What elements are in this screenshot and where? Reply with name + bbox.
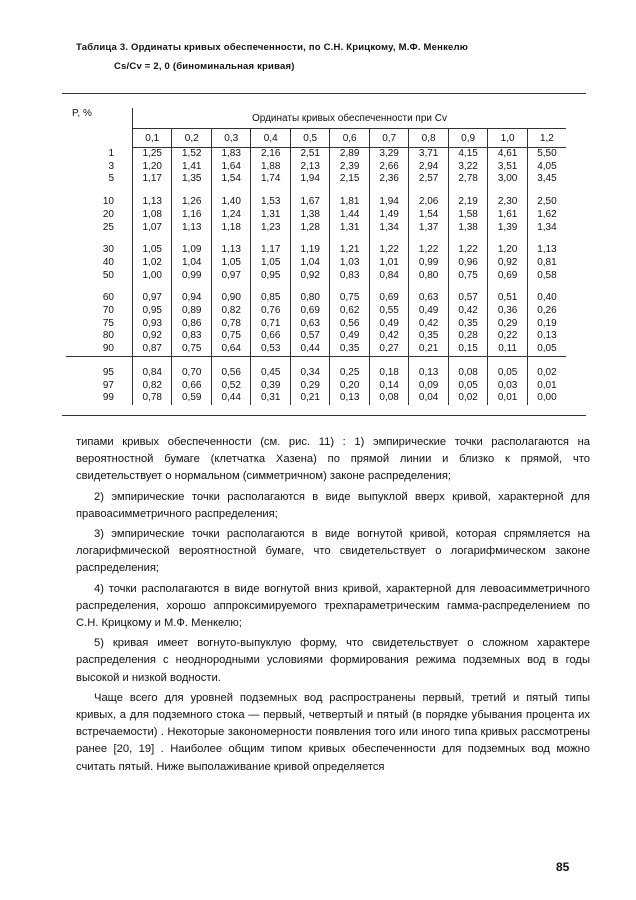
ordinate-cell: 0,84 [369,270,408,283]
ordinate-cell: 0,42 [369,330,408,343]
ordinate-cell: 0,64 [211,343,250,356]
ordinate-cell: 1,02 [133,257,172,270]
ordinate-cell: 0,31 [251,392,290,405]
paragraph: 5) кривая имеет вогнуто-выпуклую форму, что свидетельствует о сложном характере распределения с неоднородными условиями формирования режима подземных вод в годы высокой и низкой водности. [76,637,590,684]
ordinate-cell: 1,24 [211,209,250,222]
ordinate-cell: 0,97 [211,270,250,283]
ordinate-cell: 1,01 [369,257,408,270]
ordinate-cell: 1,61 [488,209,527,222]
table-row [66,186,566,209]
ordinate-cell: 1,03 [330,257,369,270]
ordinate-cell: 0,13 [409,356,448,379]
ordinate-cell: 1,28 [290,222,329,235]
ordinate-cell: 1,67 [290,186,329,209]
page-number: 85 [556,860,570,874]
ordinate-cell: 1,94 [290,173,329,186]
ordinate-cell: 2,89 [330,148,369,161]
ordinate-cell: 2,78 [448,173,487,186]
table-row [66,380,566,393]
ordinate-cell: 0,94 [172,282,211,305]
ordinate-cell: 0,01 [537,379,557,391]
table-row [66,392,566,405]
ordinate-cell: 0,09 [409,380,448,393]
ordinate-cell: 1,16 [172,209,211,222]
ordinate-cell: 1,13 [211,234,250,257]
table-row [66,161,566,174]
ordinate-cell: 0,93 [133,318,172,331]
p-value-cell: 75 [66,318,133,331]
table-caption [76,42,596,73]
ordinate-cell: 1,94 [369,186,408,209]
ordinate-cell: 0,58 [537,269,557,281]
ordinate-cell: 1,62 [537,208,557,220]
ordinate-cell: 0,78 [133,392,172,405]
ordinate-cell: 0,92 [133,330,172,343]
ordinate-cell: 0,95 [133,305,172,318]
p-value-cell: 20 [66,209,133,222]
ordinates-table [66,108,566,405]
table-row [66,234,566,257]
table-row [66,257,566,270]
ordinate-cell: 0,59 [172,392,211,405]
p-value-cell: 40 [66,257,133,270]
ordinate-cell: 4,61 [488,148,527,161]
table-row [66,282,566,305]
ordinate-cell: 1,52 [172,148,211,161]
ordinate-cell: 1,23 [251,222,290,235]
ordinate-cell: 1,07 [133,222,172,235]
ordinate-cell: 1,31 [330,222,369,235]
ordinate-cell: 0,56 [330,318,369,331]
p-value-cell: 70 [66,305,133,318]
ordinate-cell: 1,13 [133,186,172,209]
ordinate-cell: 0,44 [211,392,250,405]
ordinate-cell: 0,51 [488,282,527,305]
ordinate-cell: 0,83 [172,330,211,343]
ordinate-cell: 0,75 [211,330,250,343]
ordinate-cell: 1,08 [133,209,172,222]
p-value-cell: 50 [66,270,133,283]
ordinate-cell: 2,15 [330,173,369,186]
ordinate-cell: 0,75 [172,343,211,356]
ordinate-cell: 0,02 [537,366,557,378]
cv-header: 0,3 [211,129,250,148]
p-value-cell: 30 [66,234,133,257]
cv-header: 0,1 [133,129,172,148]
ordinate-cell: 1,54 [211,173,250,186]
ordinate-cell: 0,69 [290,305,329,318]
ordinate-cell: 0,66 [172,380,211,393]
ordinate-cell: 1,64 [211,161,250,174]
ordinate-cell: 5,50 [537,148,557,159]
ordinate-cell: 0,05 [488,356,527,379]
p-value-cell: 97 [66,380,133,393]
p-value-cell: 60 [66,282,133,305]
cv-header: 0,8 [409,129,448,148]
ordinate-cell: 2,51 [290,148,329,161]
ordinate-cell: 0,29 [290,380,329,393]
ordinate-cell: 0,78 [211,318,250,331]
ordinate-cell: 0,18 [369,356,408,379]
table-row [66,343,566,356]
ordinate-cell: 0,27 [369,343,408,356]
ordinate-cell: 1,83 [211,148,250,161]
ordinate-cell: 0,49 [409,305,448,318]
ordinate-cell: 1,88 [251,161,290,174]
ordinate-cell: 0,08 [448,356,487,379]
ordinate-cell: 3,00 [488,173,527,186]
ordinate-cell: 1,04 [172,257,211,270]
table-bottom-rule [62,415,586,416]
cv-header: 0,7 [369,129,408,148]
ordinate-cell: 3,71 [409,148,448,161]
ordinate-cell: 1,34 [537,221,557,233]
ordinate-cell: 0,03 [488,380,527,393]
ordinate-cell: 3,22 [448,161,487,174]
p-value-cell: 90 [66,343,133,356]
ordinate-cell: 0,76 [251,305,290,318]
ordinate-cell: 0,89 [172,305,211,318]
table-row [66,305,566,318]
ordinate-cell: 1,54 [409,209,448,222]
table-body [66,148,566,405]
ordinate-cell: 4,15 [448,148,487,161]
ordinate-cell: 2,30 [488,186,527,209]
ordinate-cell: 0,81 [537,256,557,268]
ordinate-cell: 0,49 [330,330,369,343]
ordinate-cell: 1,38 [448,222,487,235]
ordinate-cell: 0,84 [133,356,172,379]
cv-header: 0,5 [290,129,329,148]
ordinate-cell: 1,17 [133,173,172,186]
ordinate-cell: 0,40 [537,292,557,304]
p-value-cell: 25 [66,222,133,235]
ordinate-cell: 0,95 [251,270,290,283]
ordinate-cell: 2,50 [537,196,557,208]
ordinate-cell: 1,74 [251,173,290,186]
ordinate-cell: 0,83 [330,270,369,283]
paragraph: 2) эмпирические точки располагаются в виде выпуклой вверх кривой, характерной для правоасимметричного распределения; [76,490,590,520]
ordinate-cell: 2,19 [448,186,487,209]
cv-header: 0,6 [330,129,369,148]
ordinate-cell: 1,34 [369,222,408,235]
ordinate-cell: 1,00 [133,270,172,283]
ordinate-cell: 1,40 [211,186,250,209]
ordinate-cell: 0,82 [133,380,172,393]
table-row [66,148,566,161]
ordinate-cell: 0,04 [409,392,448,405]
p-value-cell: 80 [66,330,133,343]
ordinate-cell: 0,02 [448,392,487,405]
ordinate-cell: 0,71 [251,318,290,331]
ordinate-cell: 1,19 [290,234,329,257]
cv-header: 0,4 [251,129,290,148]
ordinate-cell: 0,53 [251,343,290,356]
ordinate-cell: 0,80 [290,282,329,305]
ordinate-cell: 0,15 [448,343,487,356]
ordinate-cell: 1,05 [251,257,290,270]
ordinate-cell: 0,35 [330,343,369,356]
ordinate-cell: 1,22 [409,234,448,257]
ordinate-cell: 3,45 [537,173,557,185]
ordinate-cell: 0,63 [409,282,448,305]
ordinate-cell: 0,01 [488,392,527,405]
ordinate-cell: 1,58 [448,209,487,222]
ordinate-cell: 1,25 [133,148,172,161]
ordinate-cell: 1,53 [251,186,290,209]
caption-subtitle: Cs/Cv = 2, 0 (биноминальная кривая) [114,61,295,72]
cv-header: 0,2 [172,129,211,148]
p-value-cell: 3 [66,161,133,174]
cv-header: 1,2 [527,129,566,148]
ordinate-cell: 1,05 [133,234,172,257]
ordinate-cell: 1,13 [172,222,211,235]
body-text [76,434,590,779]
ordinate-cell: 1,20 [488,234,527,257]
cv-span-header: Ординаты кривых обеспеченности при Cv [133,108,567,129]
paragraph: Чаще всего для уровней подземных вод распространены первый, третий и пятый типы кривых, а для подземного стока — первый, четвертый и пятый (в порядке убывания процента их встречаемости) . Некоторые закономерности появления того или иного типа кривых рассмотрены ранее [20, 19] . Наиболее общим типом кривых обеспеченности для подземных вод можно считать пятый. Ниже выполаживание кривой определяется [76,691,590,773]
paragraph: типами кривых обеспеченности (см. рис. 11) : 1) эмпирические точки располагаются на вероятностной бумаге (клетчатка Хазена) по прямой линии и близко к прямой, что свидетельствует о нормальном (симметричном) законе распределения; [76,436,590,483]
ordinate-cell: 0,70 [172,356,211,379]
ordinate-cell: 1,38 [290,209,329,222]
ordinate-cell: 0,96 [448,257,487,270]
ordinate-cell: 0,56 [211,356,250,379]
ordinate-cell: 0,34 [290,356,329,379]
ordinate-cell: 0,21 [409,343,448,356]
ordinate-cell: 0,36 [488,305,527,318]
ordinate-cell: 2,57 [409,173,448,186]
ordinate-cell: 3,51 [488,161,527,174]
ordinate-cell: 0,26 [537,305,557,317]
ordinate-cell: 0,20 [330,380,369,393]
p-value-cell: 99 [66,392,133,405]
p-value-cell: 1 [66,148,133,161]
ordinate-cell: 1,26 [172,186,211,209]
p-value-cell: 10 [66,186,133,209]
ordinate-cell: 1,13 [537,244,557,256]
ordinate-cell: 0,75 [448,270,487,283]
ordinate-cell: 0,82 [211,305,250,318]
ordinate-cell: 0,85 [251,282,290,305]
ordinate-cell: 0,92 [488,257,527,270]
ordinate-cell: 0,14 [369,380,408,393]
ordinate-cell: 1,81 [330,186,369,209]
ordinate-cell: 0,52 [211,380,250,393]
ordinate-cell: 0,08 [369,392,408,405]
table-row [66,330,566,343]
ordinate-cell: 0,90 [211,282,250,305]
ordinate-cell: 0,21 [290,392,329,405]
ordinate-cell: 0,35 [448,318,487,331]
ordinate-cell: 0,57 [290,330,329,343]
ordinate-cell: 1,22 [448,234,487,257]
p-value-cell: 95 [66,356,133,379]
table-row [66,318,566,331]
ordinate-cell: 0,86 [172,318,211,331]
ordinate-cell: 0,49 [369,318,408,331]
ordinate-cell: 3,29 [369,148,408,161]
ordinate-cell: 1,04 [290,257,329,270]
ordinate-cell: 0,05 [527,343,566,356]
ordinate-cell: 0,69 [369,282,408,305]
ordinate-cell: 0,28 [448,330,487,343]
ordinate-cell: 0,55 [369,305,408,318]
ordinate-cell: 1,35 [172,173,211,186]
ordinate-cell: 1,05 [211,257,250,270]
ordinate-cell: 0,29 [488,318,527,331]
ordinate-cell: 1,09 [172,234,211,257]
ordinate-cell: 1,37 [409,222,448,235]
ordinate-cell: 0,62 [330,305,369,318]
ordinate-cell: 1,44 [330,209,369,222]
paragraph: 3) эмпирические точки располагаются в виде вогнутой кривой, которая спрямляется на логарифмической вероятностной бумаге, что свидетельствует о логарифмическом законе распределения; [76,528,590,575]
ordinate-cell: 0,80 [409,270,448,283]
ordinate-cell: 0,57 [448,282,487,305]
table-row [66,356,566,379]
ordinate-cell: 0,25 [330,356,369,379]
ordinate-cell: 0,13 [330,392,369,405]
ordinate-cell: 2,16 [251,148,290,161]
table-row [66,173,566,186]
ordinate-cell: 1,20 [133,161,172,174]
cv-header: 1,0 [488,129,527,148]
ordinate-cell: 0,92 [290,270,329,283]
ordinate-cell: 0,97 [133,282,172,305]
ordinate-cell: 1,22 [369,234,408,257]
ordinate-cell: 1,21 [330,234,369,257]
ordinate-cell: 0,42 [409,318,448,331]
ordinate-cell: 1,39 [488,222,527,235]
ordinate-cell: 0,63 [290,318,329,331]
ordinate-cell: 1,18 [211,222,250,235]
p-value-cell: 5 [66,173,133,186]
ordinate-cell: 0,42 [448,305,487,318]
ordinate-cell: 0,39 [251,380,290,393]
ordinate-cell: 0,99 [172,270,211,283]
ordinate-cell: 0,35 [409,330,448,343]
ordinate-cell: 0,22 [488,330,527,343]
ordinate-cell: 0,11 [488,343,527,356]
ordinate-cell: 0,00 [537,392,557,404]
ordinate-cell: 0,66 [251,330,290,343]
table-row [66,222,566,235]
ordinate-cell: 1,41 [172,161,211,174]
ordinate-cell: 0,45 [251,356,290,379]
ordinate-cell: 0,44 [290,343,329,356]
ordinate-cell: 2,13 [290,161,329,174]
p-column-header: P, % [66,108,133,148]
caption-title: Таблица 3. Ординаты кривых обеспеченности, по С.Н. Крицкому, М.Ф. Менкелю [76,42,469,53]
ordinate-cell: 2,36 [369,173,408,186]
ordinate-cell: 1,31 [251,209,290,222]
ordinate-cell: 0,69 [488,270,527,283]
ordinate-cell: 2,94 [409,161,448,174]
ordinate-cell: 0,05 [448,380,487,393]
ordinate-cell: 1,17 [251,234,290,257]
cv-header-row [66,129,566,148]
ordinate-cell: 2,39 [330,161,369,174]
ordinate-cell: 1,49 [369,209,408,222]
table-top-rule [62,93,586,94]
ordinate-cell: 0,75 [330,282,369,305]
ordinate-cell: 4,05 [537,160,557,172]
table-row [66,270,566,283]
table-row [66,209,566,222]
ordinate-cell: 0,19 [537,317,557,329]
ordinate-cell: 2,06 [409,186,448,209]
cv-header: 0,9 [448,129,487,148]
ordinate-cell: 0,99 [409,257,448,270]
ordinate-cell: 2,66 [369,161,408,174]
ordinate-cell: 0,87 [133,343,172,356]
ordinate-cell: 0,13 [537,330,557,342]
paragraph: 4) точки располагаются в виде вогнутой вниз кривой, характерной для левоасимметричного распределения, хорошо аппроксимируемого трехпараметрическим гамма-распределением по С.Н. Крицкому и М.Ф. Менкелю; [76,582,590,630]
